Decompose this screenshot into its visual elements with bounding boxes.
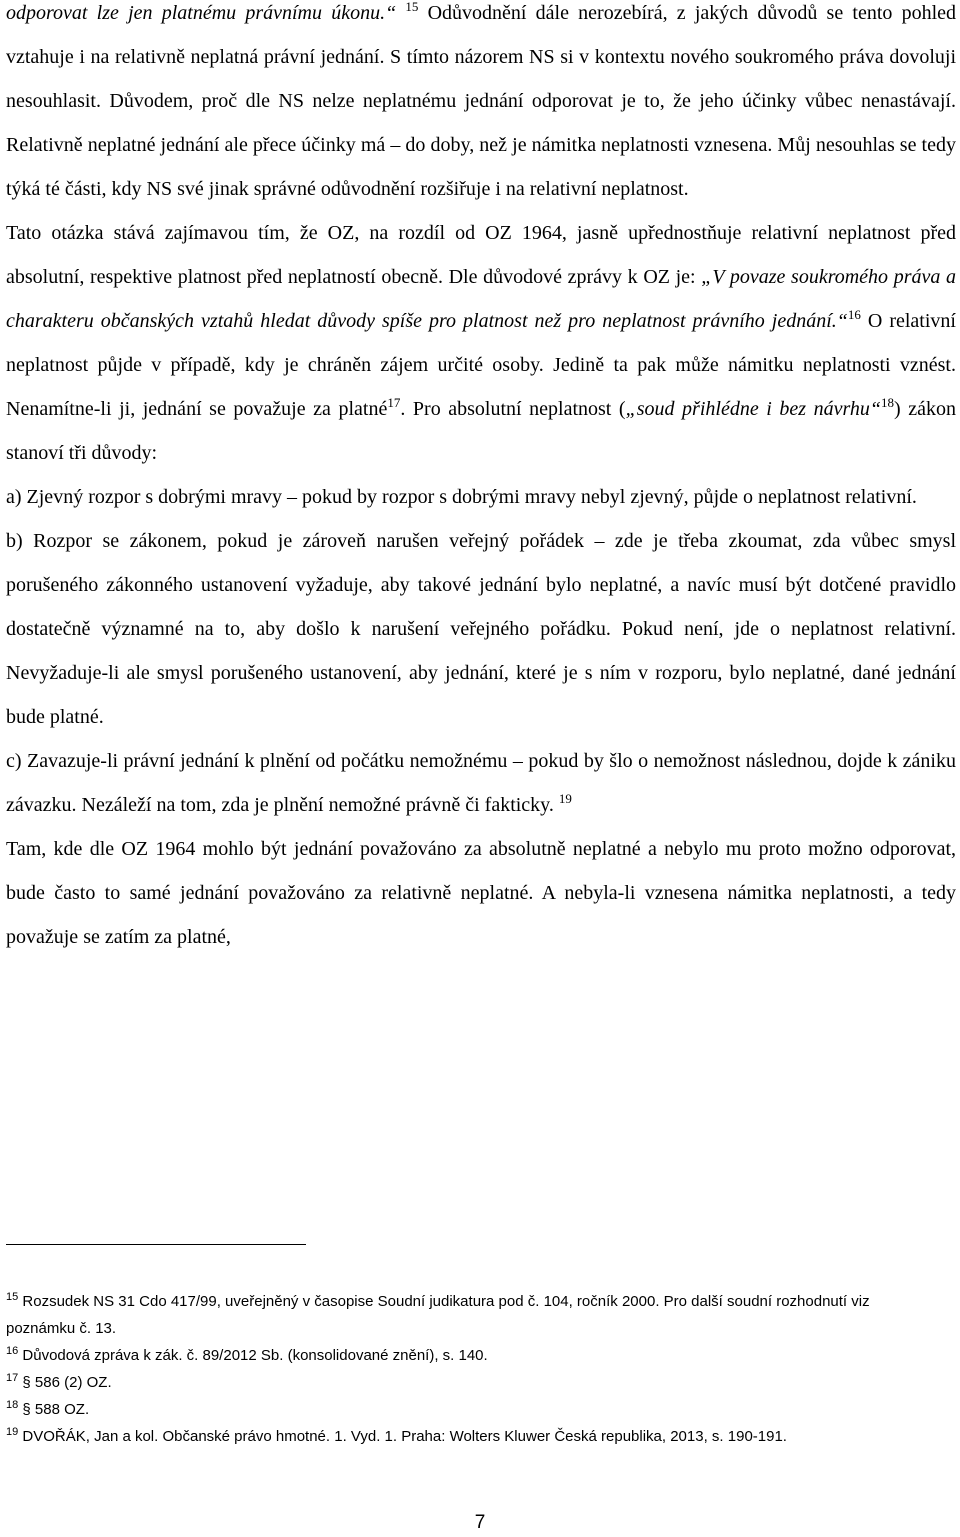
footnote-number: 16 <box>6 1345 19 1357</box>
paragraph-2-text-d: ) zákon stanoví tři důvody: <box>6 398 957 464</box>
footnote-19 <box>6 1423 936 1450</box>
footnote-number: 19 <box>6 1426 19 1438</box>
list-item-b: b) Rozpor se zákonem, pokud je zároveň narušen veřejný pořádek – zde je třeba zkoumat, zda vůbec smysl porušeného zákonného ustanovení vyžaduje, aby takové jednání bylo neplatné, a navíc musí být dotčené pravidlo dostatečně významné na to, aby došlo k narušení veřejného pořádku. Pokud není, jde o neplatnost relativní. Nevyžaduje-li ale smysl porušeného ustanovení, aby jednání, které je s ním v rozporu, bylo neplatné, dané jednání bude platné. <box>6 530 956 728</box>
explanatory-report-quote: „V povaze soukromého práva a charakteru občanských vztahů hledat důvody spíše pro platnost než pro neplatnost právního jednání.“ <box>6 266 956 332</box>
list-item-c-text: c) Zavazuje-li právní jednání k plnění od počátku nemožnému – pokud by šlo o nemožnost následnou, dojde k zániku závazku. Nezáleží na tom, zda je plnění nemožné právně či fakticky. <box>6 750 956 816</box>
footnote-ref-15[interactable]: 15 <box>405 0 419 14</box>
paragraph-2-text-b: O relativní neplatnost půjde v případě, kdy je chráněn zájem určité osoby. Jedině ta pak může námitku neplatnosti vznést. Nenamítne-li ji, jednání se považuje za platné <box>6 310 956 420</box>
paragraph-3: Tam, kde dle OZ 1964 mohlo být jednání považováno za absolutně neplatné a nebylo mu proto možno odporovat, bude často to samé jednání považováno za relativně neplatné. A nebyla-li vznesena námitka neplatnosti, a tedy považuje se zatím za platné, <box>6 838 956 948</box>
footnote-ref-19[interactable]: 19 <box>558 791 572 806</box>
list-item-a: a) Zjevný rozpor s dobrými mravy – pokud by rozpor s dobrými mravy nebyl zjevný, půjde o neplatnost relativní. <box>6 486 917 508</box>
footnote-number: 18 <box>6 1399 19 1411</box>
footnotes <box>6 1288 936 1450</box>
footnote-text: Důvodová zpráva k zák. č. 89/2012 Sb. (konsolidované znění), s. 140. <box>18 1347 488 1364</box>
footnote-number: 17 <box>6 1372 19 1384</box>
footnote-16 <box>6 1342 936 1369</box>
footnote-separator <box>6 1244 306 1245</box>
court-quote: „soud přihlédne i bez návrhu“ <box>625 398 882 420</box>
paragraph-1-text: Odůvodnění dále nerozebírá, z jakých důvodů se tento pohled vztahuje i na relativně neplatná právní jednání. S tímto názorem NS si v kontextu nového soukromého práva dovoluji nesouhlasit. Důvodem, proč dle NS nelze neplatnému jednání odporovat je to, že jeho účinky vůbec nenastávají. Relativně neplatné jednání ale přece účinky má – do doby, než je námitka neplatnosti vznesena. Můj nesouhlas se tedy týká té části, kdy NS své jinak správné odůvodnění rozšiřuje i na relativní neplatnost. <box>6 2 957 200</box>
footnote-ref-16[interactable]: 16 <box>847 307 861 322</box>
footnote-ref-18[interactable]: 18 <box>881 395 895 410</box>
footnote-number: 15 <box>6 1291 19 1303</box>
footnote-17 <box>6 1369 936 1396</box>
footnote-text: § 588 OZ. <box>18 1401 90 1418</box>
footnote-15 <box>6 1288 936 1342</box>
footnote-ref-17[interactable]: 17 <box>387 395 401 410</box>
paragraph-1 <box>6 0 956 211</box>
paragraph-2 <box>6 211 956 475</box>
quote-end: odporovat lze jen platnému právnímu úkonu.“ <box>6 2 406 24</box>
paragraph-2-text-c: . Pro absolutní neplatnost ( <box>400 398 626 420</box>
paragraph-2-text-a: Tato otázka stává zajímavou tím, že OZ, na rozdíl od OZ 1964, jasně upřednostňuje relativní neplatnost před absolutní, respektive platnost před neplatností obecně. Dle důvodové zprávy k OZ je: <box>6 222 956 288</box>
page-number: 7 <box>474 1512 486 1533</box>
footnote-text: Rozsudek NS 31 Cdo 417/99, uveřejněný v časopise Soudní judikatura pod č. 104, ročník 2000. Pro další soudní rozhodnutí viz poznámku č. 13. <box>6 1293 870 1337</box>
list-item-c <box>6 739 956 827</box>
footnote-text: § 586 (2) OZ. <box>18 1374 112 1391</box>
footnote-text: DVOŘÁK, Jan a kol. Občanské právo hmotné. 1. Vyd. 1. Praha: Wolters Kluwer Česká republika, 2013, s. 190-191. <box>18 1428 787 1445</box>
body-text <box>6 0 956 959</box>
footnote-18 <box>6 1396 936 1423</box>
